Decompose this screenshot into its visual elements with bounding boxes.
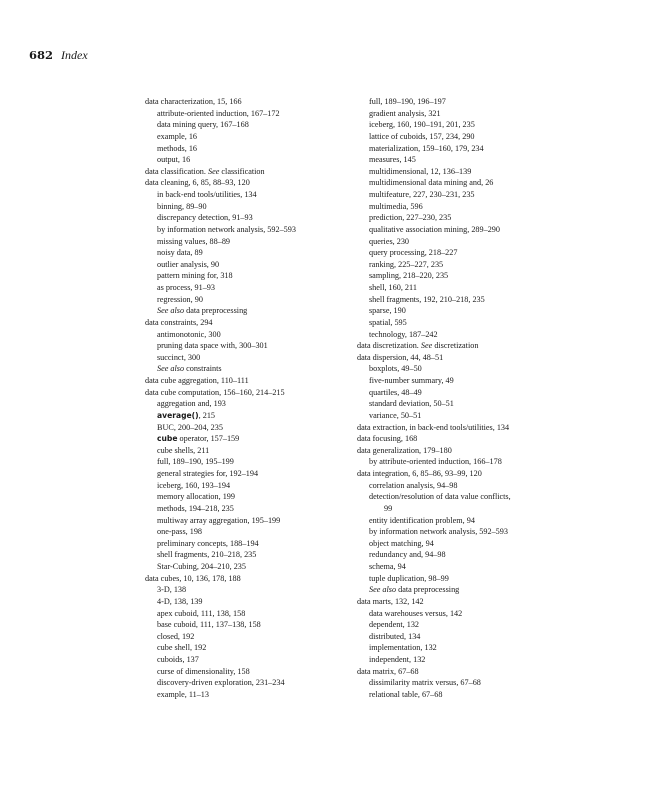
entry-text: data preprocessing <box>184 306 248 316</box>
entry-text: shell fragments, 210–218, 235 <box>157 550 257 560</box>
entry-text: data constraints, 294 <box>145 317 213 327</box>
entry-text: one-pass, 198 <box>157 527 203 537</box>
index-entry <box>145 96 360 108</box>
index-subentry <box>145 561 360 573</box>
index-subentry <box>145 596 360 608</box>
index-subentry <box>357 608 572 620</box>
entry-text: query processing, 218–227 <box>369 248 458 258</box>
index-subentry <box>357 456 572 468</box>
entry-text: quartiles, 48–49 <box>369 387 422 397</box>
index-subentry <box>357 96 572 108</box>
entry-text: data cleaning, 6, 85, 88–93, 120 <box>145 178 250 188</box>
entry-text: data cube aggregation, 110–111 <box>145 376 249 385</box>
index-subentry <box>145 352 360 364</box>
entry-text: variance, 50–51 <box>369 410 422 420</box>
index-subentry <box>357 410 572 422</box>
entry-text: lattice of cuboids, 157, 234, 290 <box>369 131 475 141</box>
entry-text: discrepancy detection, 91–93 <box>157 213 253 223</box>
index-subentry <box>145 538 360 550</box>
index-subentry <box>357 363 572 375</box>
index-subentry <box>357 270 572 282</box>
index-subentry <box>357 584 572 596</box>
index-subentry <box>357 247 572 259</box>
index-subentry <box>145 422 360 434</box>
index-subentry <box>357 503 572 515</box>
index-entry <box>357 666 572 678</box>
entry-text: cube shell, 192 <box>157 643 207 653</box>
index-subentry <box>145 398 360 410</box>
entry-text: as process, 91–93 <box>157 283 215 292</box>
index-subentry <box>357 212 572 224</box>
index-subentry <box>145 642 360 654</box>
index-subentry <box>145 270 360 282</box>
entry-text: spatial, 595 <box>369 317 407 327</box>
index-subentry <box>357 387 572 399</box>
index-subentry <box>145 445 360 457</box>
index-subentry <box>145 584 360 596</box>
entry-text: boxplots, 49–50 <box>369 364 422 374</box>
entry-text: object matching, 94 <box>369 538 434 548</box>
index-entry <box>145 387 360 399</box>
index-subentry <box>145 468 360 480</box>
entry-text: noisy data, 89 <box>157 248 203 258</box>
index-subentry <box>145 236 360 248</box>
index-subentry <box>357 526 572 538</box>
entry-text: multidimensional, 12, 136–139 <box>369 166 472 176</box>
index-subentry <box>357 177 572 189</box>
entry-text: preliminary concepts, 188–194 <box>157 538 259 548</box>
entry-text: data discretization. <box>357 341 421 351</box>
entry-text: by attribute-oriented induction, 166–178 <box>369 457 502 467</box>
index-subentry <box>145 189 360 201</box>
entry-text: materialization, 159–160, 179, 234 <box>369 143 484 153</box>
index-subentry <box>145 131 360 143</box>
index-entry <box>145 573 360 585</box>
entry-text: multiway array aggregation, 195–199 <box>157 515 281 525</box>
entry-text: general strategies for, 192–194 <box>157 469 259 478</box>
index-subentry <box>357 375 572 387</box>
entry-text: cuboids, 137 <box>157 655 199 664</box>
index-entry <box>145 317 360 329</box>
entry-text: data warehouses versus, 142 <box>369 608 463 618</box>
index-subentry <box>357 329 572 341</box>
entry-text: qualitative association mining, 289–290 <box>369 224 500 234</box>
index-subentry <box>357 561 572 573</box>
entry-text: dependent, 132 <box>369 620 420 630</box>
entry-text: data marts, 132, 142 <box>357 596 424 606</box>
index-subentry <box>357 654 572 666</box>
index-subentry <box>145 456 360 468</box>
entry-text: outlier analysis, 90 <box>157 259 220 269</box>
entry-text: closed, 192 <box>157 631 195 641</box>
entry-text: data extraction, in back-end tools/utilities, 134 <box>357 422 510 432</box>
entry-text: classification <box>219 166 265 176</box>
entry-text: operator, 157–159 <box>177 434 240 444</box>
entry-text: data cube computation, 156–160, 214–215 <box>145 387 285 397</box>
index-subentry <box>357 282 572 294</box>
entry-text: technology, 187–242 <box>369 329 438 339</box>
index-subentry <box>145 677 360 689</box>
entry-text: gradient analysis, 321 <box>369 108 441 118</box>
index-subentry <box>145 410 360 422</box>
index-subentry <box>145 201 360 213</box>
entry-text: iceberg, 160, 193–194 <box>157 480 231 490</box>
index-subentry <box>145 480 360 492</box>
entry-text: relational table, 67–68 <box>369 689 443 699</box>
index-subentry <box>145 282 360 294</box>
index-subentry <box>145 305 360 317</box>
index-subentry <box>357 143 572 155</box>
entry-text: data preprocessing <box>396 585 460 595</box>
index-subentry <box>357 236 572 248</box>
index-subentry <box>357 491 572 503</box>
index-entry <box>357 433 572 445</box>
entry-text: correlation analysis, 94–98 <box>369 480 458 490</box>
entry-text: cube shells, 211 <box>157 445 210 455</box>
index-subentry <box>357 189 572 201</box>
index-subentry <box>145 119 360 131</box>
index-subentry <box>357 119 572 131</box>
index-subentry <box>145 666 360 678</box>
index-subentry <box>145 363 360 375</box>
cross-reference-label: See <box>207 166 220 176</box>
index-subentry <box>145 631 360 643</box>
index-subentry <box>357 166 572 178</box>
entry-text: sampling, 218–220, 235 <box>369 271 449 281</box>
index-subentry <box>357 677 572 689</box>
index-entry <box>145 177 360 189</box>
index-entry <box>357 596 572 608</box>
index-entry <box>145 166 360 178</box>
entry-text: queries, 230 <box>369 236 410 246</box>
entry-text: output, 16 <box>157 155 191 165</box>
entry-text: data mining query, 167–168 <box>157 120 249 130</box>
entry-text: constraints <box>184 364 222 374</box>
entry-text: standard deviation, 50–51 <box>369 399 454 409</box>
entry-text: measures, 145 <box>369 155 416 165</box>
code-term: cube <box>157 434 178 444</box>
index-subentry <box>145 526 360 538</box>
index-entry <box>357 468 572 480</box>
entry-text: distributed, 134 <box>369 631 421 641</box>
cross-reference-label: See also <box>157 364 185 374</box>
index-entry <box>357 352 572 364</box>
entry-text: data integration, 6, 85–86, 93–99, 120 <box>357 469 482 478</box>
entry-text: implementation, 132 <box>369 643 437 653</box>
cross-reference-label: See <box>420 341 433 351</box>
entry-text: aggregation and, 193 <box>157 399 226 409</box>
index-subentry <box>145 340 360 352</box>
index-subentry <box>357 538 572 550</box>
index-subentry <box>357 642 572 654</box>
entry-text: sparse, 190 <box>369 306 406 316</box>
entry-text: data characterization, 15, 166 <box>145 97 242 106</box>
index-subentry <box>357 619 572 631</box>
entry-text: iceberg, 160, 190–191, 201, 235 <box>369 120 475 130</box>
index-entry <box>145 375 360 387</box>
index-subentry <box>357 201 572 213</box>
index-subentry <box>145 247 360 259</box>
entry-text: multifeature, 227, 230–231, 235 <box>369 190 475 199</box>
index-subentry <box>357 549 572 561</box>
index-subentry <box>145 154 360 166</box>
entry-text: by information network analysis, 592–593 <box>369 527 508 537</box>
index-subentry <box>145 259 360 271</box>
index-subentry <box>145 654 360 666</box>
entry-text: schema, 94 <box>369 562 406 571</box>
index-subentry <box>357 631 572 643</box>
entry-text: detection/resolution of data value conflicts, <box>369 492 511 502</box>
index-subentry <box>145 224 360 236</box>
entry-text: shell fragments, 192, 210–218, 235 <box>369 294 485 304</box>
index-subentry <box>145 212 360 224</box>
entry-text: multimedia, 596 <box>369 201 423 211</box>
entry-text: 99 <box>384 503 393 513</box>
entry-text: independent, 132 <box>369 655 426 664</box>
entry-text: full, 189–190, 195–199 <box>157 457 234 467</box>
index-subentry <box>357 294 572 306</box>
entry-text: apex cuboid, 111, 138, 158 <box>157 608 246 618</box>
entry-text: multidimensional data mining and, 26 <box>369 178 494 188</box>
index-subentry <box>357 108 572 120</box>
entry-text: in back-end tools/utilities, 134 <box>157 190 257 199</box>
entry-text: curse of dimensionality, 158 <box>157 666 250 676</box>
index-subentry <box>357 317 572 329</box>
cross-reference-label: See also <box>157 306 185 316</box>
index-subentry <box>357 573 572 585</box>
entry-text: entity identification problem, 94 <box>369 515 475 525</box>
index-subentry <box>357 480 572 492</box>
entry-text: 3-D, 138 <box>157 585 187 595</box>
entry-text: base cuboid, 111, 137–138, 158 <box>157 620 261 630</box>
entry-text: data classification. <box>145 166 208 176</box>
code-term: average() <box>157 410 199 420</box>
entry-text: tuple duplication, 98–99 <box>369 573 449 583</box>
index-subentry <box>145 491 360 503</box>
entry-text: attribute-oriented induction, 167–172 <box>157 108 280 118</box>
entry-text: Star-Cubing, 204–210, 235 <box>157 562 246 571</box>
entry-text: 4-D, 138, 139 <box>157 596 203 606</box>
entry-text: example, 11–13 <box>157 689 209 699</box>
entry-text: prediction, 227–230, 235 <box>369 213 452 223</box>
entry-text: , 215 <box>198 410 215 420</box>
entry-text: pattern mining for, 318 <box>157 271 233 281</box>
entry-text: regression, 90 <box>157 294 203 304</box>
index-subentry <box>357 305 572 317</box>
entry-text: binning, 89–90 <box>157 201 207 211</box>
entry-text: BUC, 200–204, 235 <box>157 422 223 432</box>
entry-text: memory allocation, 199 <box>157 492 235 502</box>
index-subentry <box>357 131 572 143</box>
cross-reference-label: See also <box>369 585 397 595</box>
entry-text: redundancy and, 94–98 <box>369 550 446 560</box>
entry-text: full, 189–190, 196–197 <box>369 97 446 106</box>
index-subentry <box>357 154 572 166</box>
entry-text: five-number summary, 49 <box>369 376 454 385</box>
index-subentry <box>145 108 360 120</box>
entry-text: data generalization, 179–180 <box>357 445 452 455</box>
entry-text: methods, 16 <box>157 143 198 153</box>
entry-text: discovery-driven exploration, 231–234 <box>157 678 285 688</box>
index-subentry <box>145 503 360 515</box>
running-head-title: Index <box>61 48 88 62</box>
index-subentry <box>145 608 360 620</box>
entry-text: data dispersion, 44, 48–51 <box>357 352 444 362</box>
entry-text: succinct, 300 <box>157 352 201 362</box>
entry-text: data cubes, 10, 136, 178, 188 <box>145 573 241 583</box>
entry-text: discretization <box>432 341 479 351</box>
entry-text: ranking, 225–227, 235 <box>369 259 444 269</box>
entry-text: data matrix, 67–68 <box>357 666 419 676</box>
entry-text: by information network analysis, 592–593 <box>157 224 296 234</box>
entry-text: dissimilarity matrix versus, 67–68 <box>369 678 481 688</box>
index-subentry <box>145 515 360 527</box>
index-entry <box>357 340 572 352</box>
entry-text: methods, 194–218, 235 <box>157 503 234 513</box>
index-entry <box>357 445 572 457</box>
page-number: 682 <box>29 48 54 62</box>
entry-text: antimonotonic, 300 <box>157 329 221 339</box>
entry-text: shell, 160, 211 <box>369 283 417 292</box>
index-subentry <box>145 689 360 701</box>
index-entry <box>357 422 572 434</box>
index-subentry <box>145 619 360 631</box>
index-subentry <box>357 515 572 527</box>
entry-text: data focusing, 168 <box>357 434 418 444</box>
index-subentry <box>357 398 572 410</box>
index-subentry <box>357 224 572 236</box>
index-subentry <box>145 143 360 155</box>
index-subentry <box>145 433 360 445</box>
entry-text: pruning data space with, 300–301 <box>157 341 268 351</box>
index-subentry <box>357 259 572 271</box>
entry-text: example, 16 <box>157 131 198 141</box>
index-column-right <box>357 96 572 701</box>
index-subentry <box>357 689 572 701</box>
index-subentry <box>145 294 360 306</box>
index-column-left <box>145 96 360 701</box>
index-subentry <box>145 329 360 341</box>
entry-text: missing values, 88–89 <box>157 236 231 246</box>
index-subentry <box>145 549 360 561</box>
